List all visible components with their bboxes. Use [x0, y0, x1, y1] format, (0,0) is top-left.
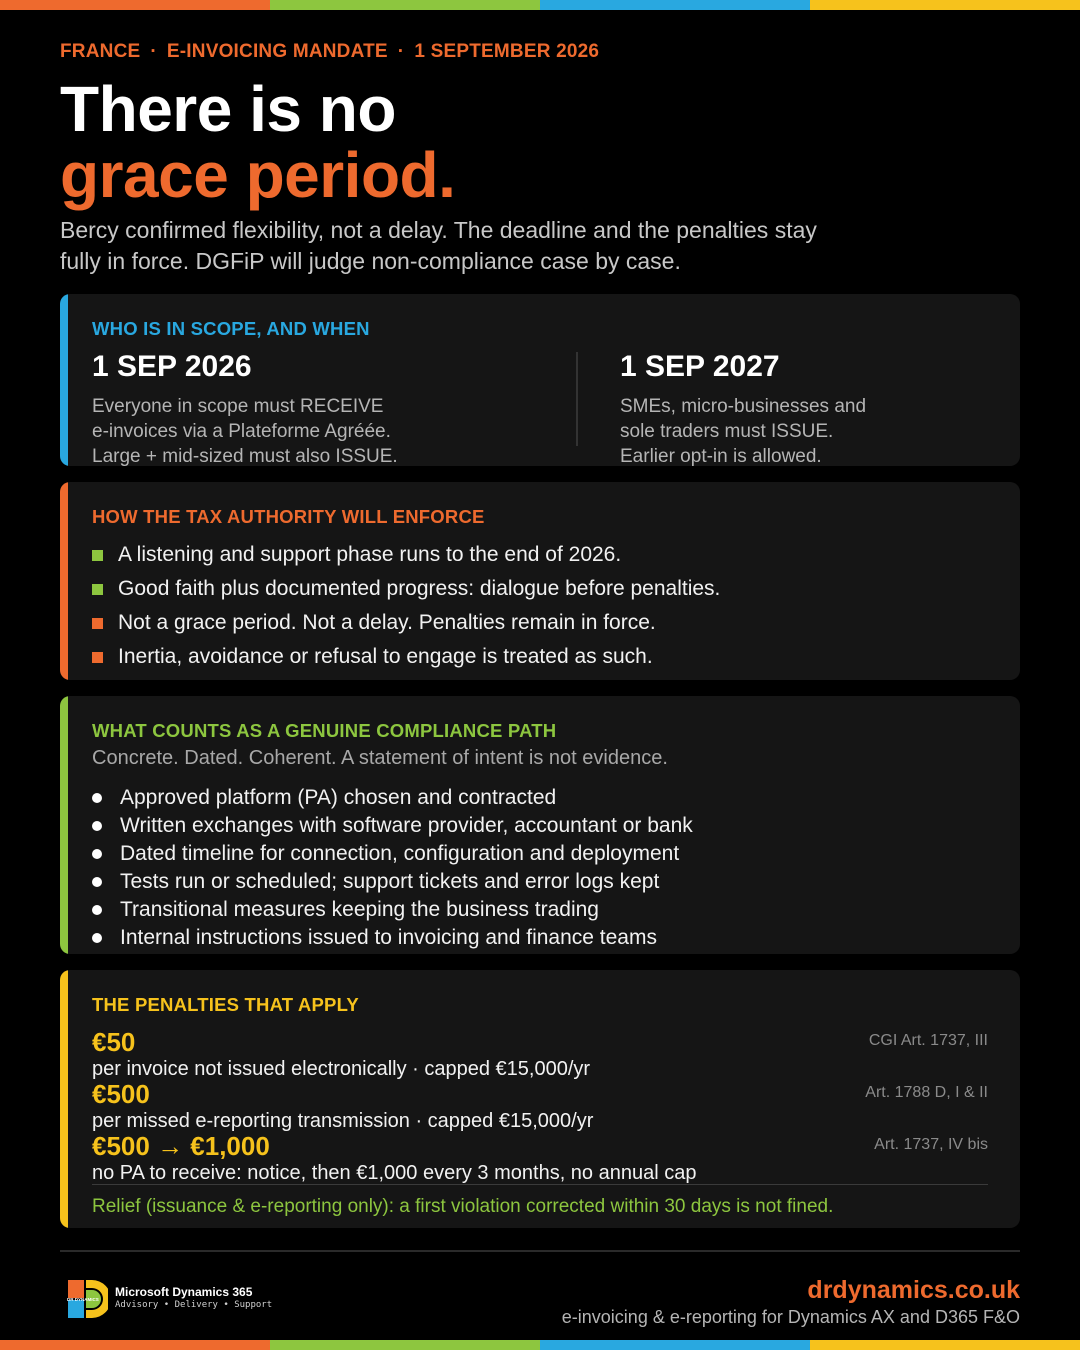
scope-date: 1 SEP 2027 [620, 350, 780, 383]
footer-divider [60, 1250, 1020, 1252]
scope-line: sole traders must ISSUE. [620, 421, 834, 442]
path-title: WHAT COUNTS AS A GENUINE COMPLIANCE PATH [92, 720, 557, 741]
relief-note: Relief (issuance & e-reporting only): a first violation corrected within 30 days is not fined. [92, 1196, 834, 1217]
list-item [92, 538, 720, 572]
list-item-text: Transitional measures keeping the business trading [120, 898, 599, 921]
eyebrow-topic: E-INVOICING MANDATE [166, 41, 388, 62]
brand-subtitle: Advisory • Delivery • Support [115, 1300, 273, 1310]
list-item [92, 924, 693, 952]
eyebrow-separator: · [150, 41, 157, 62]
bullet-icon [92, 877, 102, 887]
bullet-icon [92, 933, 102, 943]
orange-square-icon [92, 618, 103, 629]
scope-title: WHO IS IN SCOPE, AND WHEN [92, 318, 370, 339]
eyebrow-date: 1 SEPTEMBER 2026 [414, 41, 600, 62]
website-link[interactable]: drdynamics.co.uk [807, 1276, 1020, 1304]
list-item-text: Tests run or scheduled; support tickets and error logs kept [120, 870, 660, 893]
svg-text:DR DYNAMICS: DR DYNAMICS [67, 1297, 99, 1302]
scope-column-2026 [92, 350, 398, 466]
penalty-reference: Art. 1737, IV bis [874, 1136, 988, 1153]
list-item-text: Good faith plus documented progress: dialogue before penalties. [118, 577, 721, 600]
list-item-text: Dated timeline for connection, configuration and deployment [120, 842, 680, 865]
penalties-title: THE PENALTIES THAT APPLY [92, 994, 359, 1015]
penalty-description: per invoice not issued electronically · capped €15,000/yr [92, 1058, 591, 1080]
penalty-row [92, 1132, 988, 1186]
scope-line: Earlier opt-in is allowed. [620, 446, 822, 466]
penalty-description: per missed e-reporting transmission · capped €15,000/yr [92, 1110, 594, 1132]
scope-card [60, 294, 1020, 466]
eyebrow-country: FRANCE [60, 41, 141, 62]
list-item [92, 896, 693, 924]
path-list [92, 784, 693, 952]
dr-dynamics-logo-icon [66, 1278, 108, 1320]
scope-description [620, 394, 866, 466]
compliance-path-card [60, 696, 1020, 954]
list-item-text: Internal instructions issued to invoicing and finance teams [120, 926, 657, 949]
penalty-reference: CGI Art. 1737, III [868, 1032, 988, 1049]
list-item-text: Inertia, avoidance or refusal to engage is treated as such. [118, 645, 653, 668]
scope-line: SMEs, micro-businesses and [620, 396, 867, 417]
penalty-description: no PA to receive: notice, then €1,000 every 3 months, no annual cap [92, 1162, 697, 1184]
scope-date: 1 SEP 2026 [92, 350, 252, 383]
eyebrow [60, 41, 599, 63]
bullet-icon [92, 821, 102, 831]
scope-line: Everyone in scope must RECEIVE [92, 396, 384, 417]
column-divider [576, 352, 578, 446]
enforce-list [92, 538, 720, 674]
bottom-color-stripe [0, 1340, 1080, 1350]
list-item [92, 572, 720, 606]
scope-column-2027 [620, 350, 866, 466]
penalty-amount: €500 → €1,000 [92, 1131, 270, 1161]
penalty-amount: €50 [92, 1027, 136, 1057]
headline [60, 73, 456, 211]
penalty-row [92, 1080, 988, 1134]
brand-title: Microsoft Dynamics 365 [115, 1285, 253, 1299]
scope-description [92, 394, 398, 466]
headline-line1: There is no [60, 73, 396, 145]
divider [92, 1184, 988, 1185]
penalty-amount: €500 [92, 1079, 150, 1109]
tagline: e-invoicing & e-reporting for Dynamics AX and D365 F&O [561, 1307, 1020, 1327]
list-item [92, 868, 693, 896]
enforce-card [60, 482, 1020, 680]
accent-bar [60, 970, 68, 1228]
penalties-card [60, 970, 1020, 1228]
scope-line: e-invoices via a Plateforme Agréée. [92, 421, 391, 442]
eyebrow-separator: · [397, 41, 405, 62]
accent-bar [60, 482, 68, 680]
list-item-text: A listening and support phase runs to the end of 2026. [118, 543, 622, 566]
headline-line2: grace period. [60, 139, 456, 211]
orange-square-icon [92, 652, 103, 663]
list-item-text: Written exchanges with software provider, accountant or bank [120, 814, 693, 837]
accent-bar [60, 696, 68, 954]
bullet-icon [92, 849, 102, 859]
accent-bar [60, 294, 68, 466]
lede: Bercy confirmed flexibility, not a delay. The deadline and the penalties stay fully in force. DGFiP will judge non-compliance case by case. [60, 217, 817, 274]
list-item [92, 840, 693, 868]
top-color-stripe [0, 0, 1080, 10]
penalty-reference: Art. 1788 D, I & II [865, 1084, 988, 1101]
path-subtitle: Concrete. Dated. Coherent. A statement of intent is not evidence. [92, 747, 668, 769]
green-square-icon [92, 550, 103, 561]
green-square-icon [92, 584, 103, 595]
bullet-icon [92, 793, 102, 803]
bullet-icon [92, 905, 102, 915]
scope-line: Large + mid-sized must also ISSUE. [92, 446, 398, 466]
penalty-row [92, 1028, 988, 1082]
list-item-text: Approved platform (PA) chosen and contracted [120, 786, 557, 809]
enforce-title: HOW THE TAX AUTHORITY WILL ENFORCE [92, 506, 485, 527]
list-item [92, 784, 693, 812]
list-item [92, 812, 693, 840]
list-item [92, 640, 720, 674]
list-item-text: Not a grace period. Not a delay. Penalties remain in force. [118, 611, 656, 634]
list-item [92, 606, 720, 640]
